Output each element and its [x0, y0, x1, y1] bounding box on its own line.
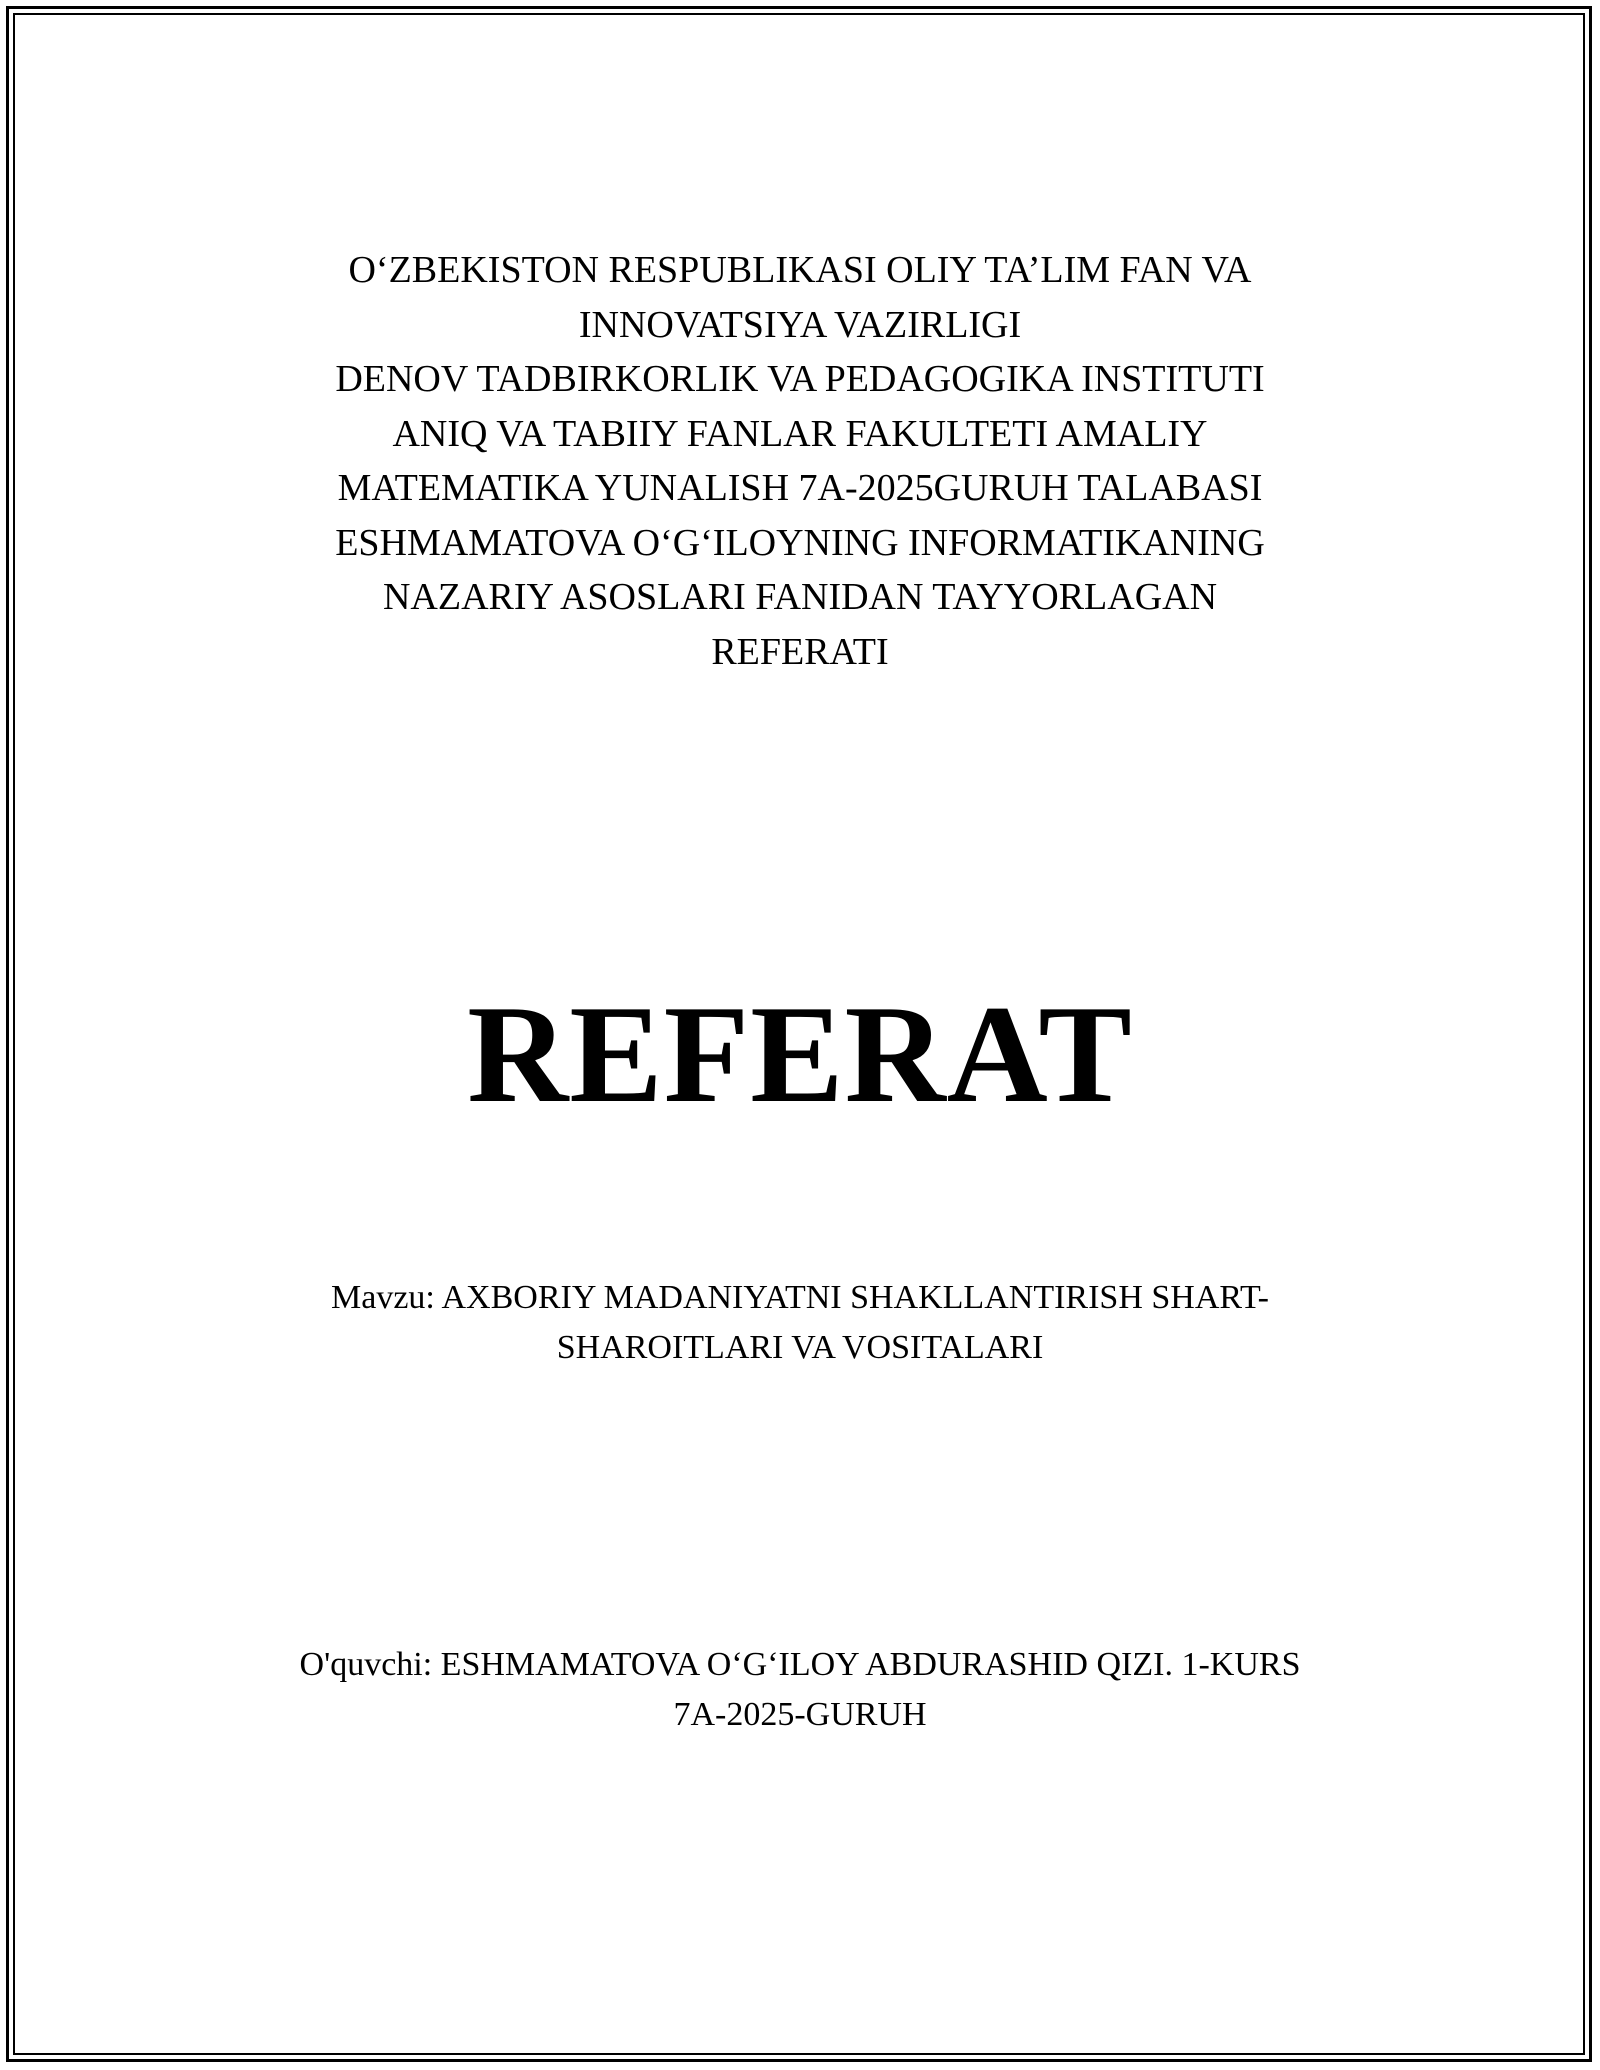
topic-line: Mavzu: AXBORIY MADANIYATNI SHAKLLANTIRISH SHART- [331, 1279, 1269, 1316]
document-title: REFERAT [467, 977, 1133, 1132]
student-info [200, 1640, 1400, 1740]
header-line: ESHMAMATOVA O‘G‘ILOYNING INFORMATIKANING [335, 521, 1265, 564]
header-line: DENOV TADBIRKORLIK VA PEDAGOGIKA INSTITUTI [335, 358, 1265, 400]
header-line: MATEMATIKA YUNALISH 7A-2025GURUH TALABASI [337, 467, 1263, 509]
header-line: ANIQ VA TABIIY FANLAR FAKULTETI AMALIY [392, 412, 1208, 455]
topic-line: SHAROITLARI VA VOSITALARI [556, 1329, 1044, 1366]
header-line: O‘ZBEKISTON RESPUBLIKASI OLIY TA’LIM FAN VA [348, 249, 1252, 291]
header-line: NAZARIY ASOSLARI FANIDAN TAYYORLAGAN [382, 576, 1218, 618]
student-line: 7A-2025-GURUH [673, 1696, 927, 1733]
header-line: REFERATI [711, 630, 889, 673]
institution-header [200, 243, 1400, 679]
header-line: INNOVATSIYA VAZIRLIGI [578, 303, 1022, 346]
topic [200, 1273, 1400, 1373]
student-line: O'quvchi: ESHMAMATOVA O‘G‘ILOY ABDURASHID QIZI. 1-KURS [299, 1646, 1301, 1683]
